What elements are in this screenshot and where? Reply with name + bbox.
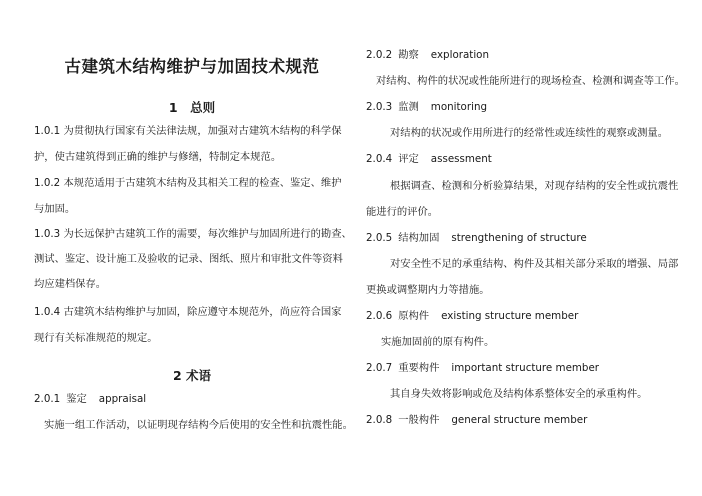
- term-2-0-6-definition: 实施加固前的原有构件。: [381, 336, 495, 348]
- term-number: 2.0.1: [34, 393, 61, 405]
- term-english: exploration: [430, 49, 490, 61]
- term-2-0-2-header: [366, 48, 489, 62]
- term-number: 2.0.5: [366, 232, 393, 244]
- term-2-0-1-header: [34, 392, 146, 406]
- term-number: 2.0.3: [366, 101, 393, 113]
- term-2-0-7-definition: 其自身失效将影响或危及结构体系整体安全的承重构件。: [390, 388, 648, 400]
- term-2-0-7-header: [366, 361, 599, 375]
- clause-1-0-1-line-1: 1.0.1 为贯彻执行国家有关法律法规，加强对古建筑木结构的科学保: [34, 125, 342, 137]
- clause-1-0-3-line-3: 均应建档保存。: [34, 278, 107, 290]
- term-2-0-4-header: [366, 152, 492, 166]
- term-number: 2.0.2: [366, 49, 393, 61]
- term-2-0-2-definition: 对结构、构件的状况或性能所进行的现场检查、检测和调查等工作。: [376, 75, 685, 87]
- term-2-0-8-header: [366, 413, 587, 427]
- term-chinese: 一般构件: [398, 414, 440, 426]
- term-chinese: 重要构件: [398, 362, 440, 374]
- term-english: monitoring: [430, 101, 488, 113]
- term-number: 2.0.6: [366, 310, 393, 322]
- term-english: strengthening of structure: [451, 232, 587, 244]
- term-2-0-3-definition: 对结构的状况或作用所进行的经常性或连续性的观察或测量。: [390, 127, 669, 139]
- clause-1-0-2-line-2: 与加固。: [34, 203, 76, 215]
- clause-1-0-3-line-1: 1.0.3 为长远保护古建筑工作的需要，每次维护与加固所进行的勘查、: [34, 228, 352, 240]
- clause-1-0-4-line-1: 1.0.4 古建筑木结构维护与加固，除应遵守本规范外，尚应符合国家: [34, 306, 342, 318]
- term-english: important structure member: [451, 362, 600, 374]
- section-2-heading: 2 术语: [172, 368, 212, 383]
- clause-1-0-1-line-2: 护，使古建筑得到正确的维护与修缮，特制定本规范。: [34, 151, 282, 163]
- term-2-0-1-definition: 实施一组工作活动，以证明现存结构今后使用的安全性和抗震性能。: [44, 419, 353, 431]
- document-title: 古建筑木结构维护与加固技术规范: [64, 57, 320, 76]
- term-number: 2.0.7: [366, 362, 393, 374]
- term-number: 2.0.4: [366, 153, 393, 165]
- term-2-0-4-definition-line-1: 根据调查、检测和分析验算结果，对现存结构的安全性或抗震性: [390, 180, 679, 192]
- term-2-0-4-definition-line-2: 能进行的评价。: [366, 206, 439, 218]
- term-2-0-5-definition-line-1: 对安全性不足的承重结构、构件及其相关部分采取的增强、局部: [390, 258, 679, 270]
- section-1-heading: 1 总则: [168, 100, 216, 115]
- term-number: 2.0.8: [366, 414, 393, 426]
- term-chinese: 原构件: [398, 310, 430, 322]
- term-english: general structure member: [451, 414, 588, 426]
- term-2-0-5-header: [366, 231, 587, 245]
- term-chinese: 勘察: [398, 49, 419, 61]
- clause-1-0-2-line-1: 1.0.2 本规范适用于古建筑木结构及其相关工程的检查、鉴定、维护: [34, 177, 342, 189]
- term-2-0-3-header: [366, 100, 487, 114]
- term-english: appraisal: [98, 393, 147, 405]
- clause-1-0-3-line-2: 测试、鉴定、设计施工及验收的记录、图纸、照片和审批文件等资料: [34, 253, 343, 265]
- term-english: existing structure member: [441, 310, 579, 322]
- term-chinese: 结构加固: [398, 232, 440, 244]
- term-chinese: 鉴定: [66, 393, 87, 405]
- term-english: assessment: [430, 153, 492, 165]
- term-chinese: 评定: [398, 153, 419, 165]
- term-2-0-6-header: [366, 309, 578, 323]
- term-chinese: 监测: [398, 101, 419, 113]
- term-2-0-5-definition-line-2: 更换或调整期内力等措施。: [366, 284, 490, 296]
- clause-1-0-4-line-2: 现行有关标准规范的规定。: [34, 332, 158, 344]
